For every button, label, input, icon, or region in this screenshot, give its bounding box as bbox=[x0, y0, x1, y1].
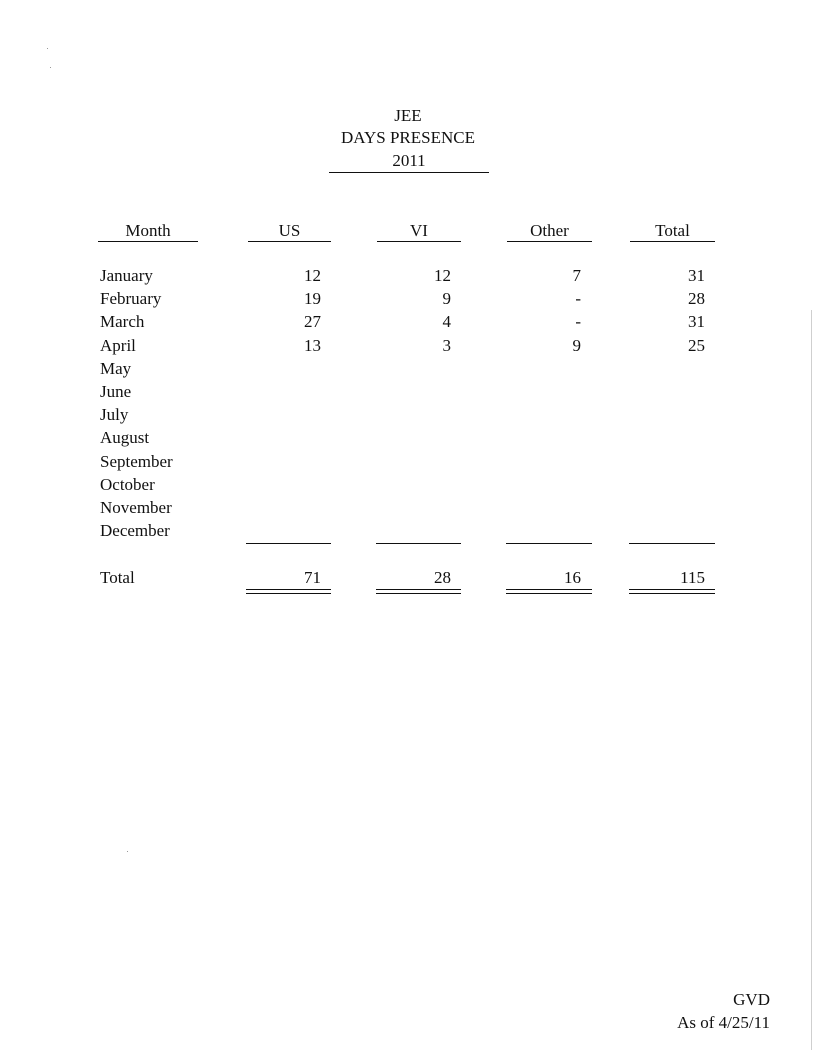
row-value-total: 31 bbox=[688, 266, 705, 285]
totals-other: 16 bbox=[564, 568, 581, 587]
scan-speck bbox=[127, 851, 128, 852]
subtotal-rule-vi bbox=[376, 543, 461, 544]
row-value-us: 27 bbox=[304, 312, 321, 331]
footer-initials: GVD bbox=[733, 990, 770, 1009]
doc-title-year-wrap bbox=[0, 151, 816, 173]
row-month-label: April bbox=[100, 336, 136, 355]
col-header-us: US bbox=[248, 221, 331, 242]
total-double-rule-us bbox=[246, 589, 331, 594]
row-month-label: November bbox=[100, 498, 172, 517]
row-month-label: January bbox=[100, 266, 153, 285]
col-header-other: Other bbox=[507, 221, 592, 242]
row-value-total: 31 bbox=[688, 312, 705, 331]
subtotal-rule-us bbox=[246, 543, 331, 544]
scan-speck bbox=[47, 48, 48, 49]
total-double-rule-total bbox=[629, 589, 715, 594]
row-value-vi: 9 bbox=[442, 289, 451, 308]
subtotal-rule-other bbox=[506, 543, 592, 544]
totals-us: 71 bbox=[304, 568, 321, 587]
row-month-label: June bbox=[100, 382, 132, 401]
totals-vi: 28 bbox=[434, 568, 451, 587]
row-month-label: July bbox=[100, 405, 129, 424]
row-month-label: March bbox=[100, 312, 145, 331]
row-value-vi: 4 bbox=[442, 312, 451, 331]
row-value-other: 7 bbox=[572, 266, 581, 285]
total-double-rule-vi bbox=[376, 589, 461, 594]
row-month-label: May bbox=[100, 359, 132, 378]
col-header-month: Month bbox=[98, 221, 198, 242]
subtotal-rule-total bbox=[629, 543, 715, 544]
doc-title-subject: DAYS PRESENCE bbox=[341, 128, 475, 147]
row-value-other: 9 bbox=[572, 336, 581, 355]
row-month-label: September bbox=[100, 452, 173, 471]
row-value-us: 13 bbox=[304, 336, 321, 355]
total-double-rule-other bbox=[506, 589, 592, 594]
col-header-total: Total bbox=[630, 221, 715, 242]
scan-speck bbox=[50, 67, 51, 68]
row-month-label: October bbox=[100, 475, 155, 494]
row-value-total: 28 bbox=[688, 289, 705, 308]
row-value-total: 25 bbox=[688, 336, 705, 355]
row-value-us: 12 bbox=[304, 266, 321, 285]
row-month-label: February bbox=[100, 289, 162, 308]
row-value-other: - bbox=[575, 289, 581, 308]
footer-as-of-date: As of 4/25/11 bbox=[677, 1013, 770, 1032]
totals-total: 115 bbox=[680, 568, 705, 587]
row-month-label: August bbox=[100, 428, 150, 447]
totals-label: Total bbox=[100, 568, 135, 587]
row-value-vi: 3 bbox=[442, 336, 451, 355]
row-value-us: 19 bbox=[304, 289, 321, 308]
doc-title-year: 2011 bbox=[329, 151, 489, 173]
scan-edge-line bbox=[811, 310, 812, 1050]
col-header-vi: VI bbox=[377, 221, 461, 242]
row-value-vi: 12 bbox=[434, 266, 451, 285]
doc-title-name: JEE bbox=[394, 106, 422, 125]
row-value-other: - bbox=[575, 312, 581, 331]
row-month-label: December bbox=[100, 521, 170, 540]
